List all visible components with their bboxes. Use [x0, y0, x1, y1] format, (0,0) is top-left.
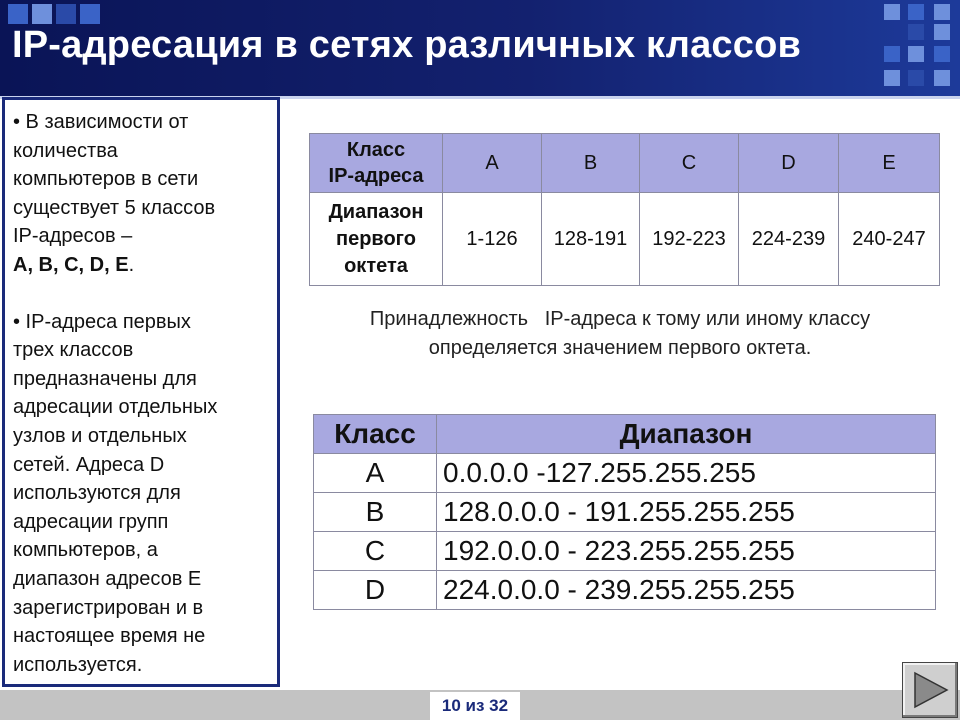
- range-cell-c: 192-223: [640, 193, 739, 286]
- range-cell-e: 240-247: [839, 193, 940, 286]
- text-line: диапазон адресов Е: [13, 567, 202, 590]
- play-triangle-icon: [911, 671, 949, 709]
- text-line: зарегистрирован и в: [13, 596, 204, 619]
- row-label-line: первого: [336, 227, 416, 250]
- range-cell: 0.0.0.0 -127.255.255.255: [437, 454, 936, 493]
- page-indicator: 10 из 32: [430, 692, 520, 720]
- text-line: используются для: [13, 482, 181, 505]
- note-line: Принадлежность IP-адреса к тому или иному классу: [369, 308, 871, 330]
- table-row: [314, 571, 936, 610]
- slide-header: [0, 0, 960, 96]
- text-line: настоящее время не: [13, 625, 206, 648]
- range-cell: 128.0.0.0 - 191.255.255.255: [437, 493, 936, 532]
- text-line: узлов и отдельных: [13, 424, 187, 447]
- text-line: компьютеров в сети: [13, 168, 199, 191]
- class-cell: A: [314, 454, 437, 493]
- period: .: [128, 253, 135, 276]
- range-cell: 224.0.0.0 - 239.255.255.255: [437, 571, 936, 610]
- slide-title: IP-адресация в сетях различных классов: [12, 24, 802, 66]
- text-line: используется.: [13, 653, 143, 676]
- header-class-c: C: [640, 134, 739, 193]
- range-cell: 192.0.0.0 - 223.255.255.255: [437, 532, 936, 571]
- classes-bold: А, В, С, D, Е: [13, 253, 129, 276]
- text-line: трех классов: [13, 339, 134, 362]
- header-class-d: D: [739, 134, 839, 193]
- header-label-line: IP-адреса: [328, 165, 424, 187]
- text-line: адресации групп: [13, 510, 169, 533]
- text-line: сетей. Адреса D: [13, 453, 165, 476]
- text-line: IP-адресов –: [13, 225, 133, 248]
- range-cell-a: 1-126: [443, 193, 542, 286]
- note-line: определяется значением первого октета.: [428, 337, 812, 359]
- text-line: предназначены для: [13, 367, 197, 390]
- header-class-e: E: [839, 134, 940, 193]
- text-line: • В зависимости от: [13, 111, 189, 133]
- header-class-label: [310, 134, 443, 193]
- class-cell: B: [314, 493, 437, 532]
- left-text-box: [2, 97, 280, 687]
- octet-note: [300, 305, 940, 363]
- row-label-line: октета: [344, 254, 408, 277]
- class-cell: D: [314, 571, 437, 610]
- row-label-line: Диапазон: [328, 200, 424, 223]
- address-range-table: [313, 414, 936, 610]
- octet-class-table: [309, 133, 940, 286]
- range-cell-b: 128-191: [542, 193, 640, 286]
- header-class-b: B: [542, 134, 640, 193]
- table-row: [314, 532, 936, 571]
- col-header-range: Диапазон: [437, 415, 936, 454]
- class-cell: C: [314, 532, 437, 571]
- text-line: компьютеров, а: [13, 539, 158, 562]
- table-row: [314, 454, 936, 493]
- text-line: существует 5 классов: [13, 196, 216, 219]
- header-label-line: Класс: [346, 139, 406, 161]
- text-line: • IP-адреса первых: [13, 310, 191, 333]
- text-line-classes: [13, 251, 271, 280]
- row-label: [310, 193, 443, 286]
- text-line: адресации отдельных: [13, 396, 218, 419]
- table-row: [314, 493, 936, 532]
- header-class-a: A: [443, 134, 542, 193]
- text-line: количества: [13, 139, 118, 162]
- col-header-class: Класс: [314, 415, 437, 454]
- next-slide-button[interactable]: [902, 662, 958, 718]
- range-cell-d: 224-239: [739, 193, 839, 286]
